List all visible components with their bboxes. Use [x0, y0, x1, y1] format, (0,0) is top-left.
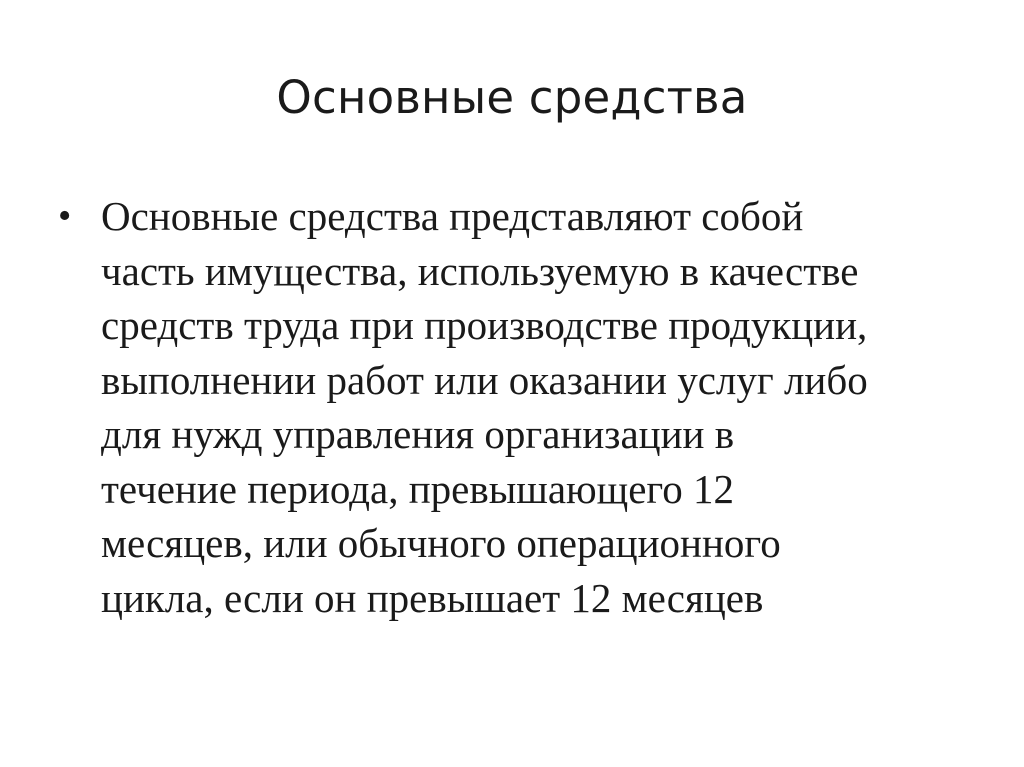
bullet-item — [52, 189, 972, 625]
bullet-text-line: средств труда при производстве продукции, — [101, 302, 868, 348]
bullet-text-line: цикла, если он превышает 12 месяцев — [101, 574, 764, 621]
bullet-text-line: месяцев, или обычного операционного — [101, 520, 781, 566]
slide-content — [52, 189, 972, 625]
slide-title: Основные средства — [276, 71, 748, 124]
bullet-dot-icon: • — [58, 195, 72, 237]
bullet-text-line: Основные средства представляют собой — [101, 193, 804, 239]
bullet-text-line: часть имущества, используемую в качестве — [101, 247, 859, 294]
bullet-text-line: для нужд управления организации в — [101, 411, 735, 457]
bullet-text-line: выполнении работ или оказании услуг либо — [101, 356, 868, 403]
bullet-text-line: течение периода, превышающего 12 — [101, 465, 734, 512]
bullet-text — [101, 189, 961, 625]
